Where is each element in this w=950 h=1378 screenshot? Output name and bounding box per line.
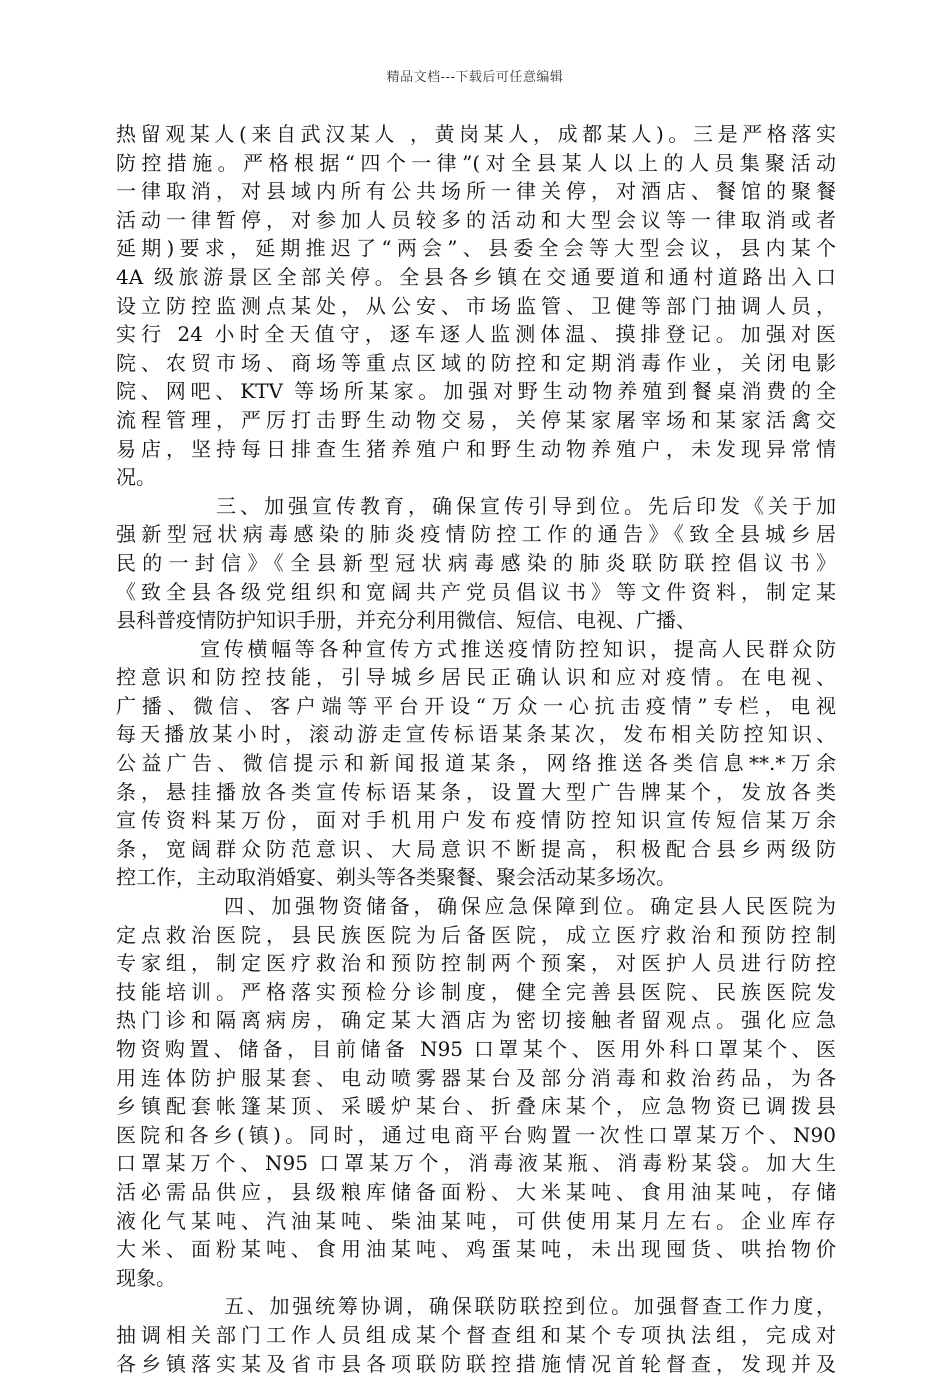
paragraph-3 — [116, 635, 836, 892]
text-line: 液化气某吨、汽油某吨、柴油某吨，可供使用某月左右。企业库存 — [116, 1208, 836, 1233]
text-line: 大米、面粉某吨、食用油某吨、鸡蛋某吨，未出现囤货、哄抬物价 — [116, 1237, 836, 1262]
text-line: 各乡镇落实某及省市县各项联防联控措施情况首轮督查，发现并及 — [116, 1351, 836, 1376]
text-line: 广播、微信、客户端等平台开设“万众一心抗击疫情”专栏，电视 — [116, 693, 836, 718]
text-line: 宣传横幅等各种宣传方式推送疫情防控知识，提高人民群众防 — [200, 636, 836, 661]
text-line: 活动一律暂停，对参加人员较多的活动和大型会议等一律取消或者 — [116, 207, 836, 232]
text-line: 公益广告、微信提示和新闻报道某条，网络推送各类信息**.*万余 — [116, 751, 836, 776]
text-line: 设立防控监测点某处，从公安、市场监管、卫健等部门抽调人员， — [116, 293, 836, 318]
text-line: 物资购置、储备，目前储备 N95 口罩某个、医用外科口罩某个、医 — [116, 1037, 836, 1061]
text-line: 五、加强统筹协调，确保联防联控到位。加强督查工作力度， — [224, 1294, 836, 1319]
text-line: 用连体防护服某套、电动喷雾器某台及部分消毒和救治药品，为各 — [116, 1065, 836, 1090]
text-line: 院、网吧、KTV 等场所某家。加强对野生动物养殖到餐桌消费的全 — [116, 379, 836, 404]
text-line: 易店，坚持每日排查生猪养殖户和野生动物养殖户，未发现异常情 — [116, 436, 836, 461]
paragraph-1 — [116, 120, 836, 492]
text-line: 县科普疫情防护知识手册，并充分利用微信、短信、电视、广播、 — [116, 608, 696, 633]
text-line: 热留观某人(来自武汉某人 ，黄岗某人，成都某人)。三是严格落实 — [116, 122, 836, 146]
text-line: 定点救治医院，县民族医院为后备医院，成立医疗救治和预防控制 — [116, 922, 836, 947]
text-line: 延期)要求，延期推迟了“两会”、县委全会等大型会议，县内某个 — [116, 236, 836, 261]
text-line: 专家组，制定医疗救治和预防控制两个预案，对医护人员进行防控 — [116, 951, 836, 976]
text-line: 抽调相关部门工作人员组成某个督查组和某个专项执法组，完成对 — [116, 1322, 836, 1347]
text-line: 控工作，主动取消婚宴、剃头等各类聚餐、聚会活动某多场次。 — [116, 865, 676, 890]
page-header: 精品文档---下载后可任意编辑 — [386, 70, 564, 85]
text-line: 条，宽阔群众防范意识、大局意识不断提高，积极配合县乡两级防 — [116, 836, 836, 861]
text-line: 控意识和防控技能，引导城乡居民正确认识和应对疫情。在电视、 — [116, 665, 836, 690]
text-line: 三、加强宣传教育，确保宣传引导到位。先后印发《关于加 — [216, 493, 836, 518]
text-line: 《致全县各级党组织和宽阔共产党员倡议书》等文件资料，制定某 — [116, 579, 836, 604]
text-line: 民的一封信》《全县新型冠状病毒感染的肺炎联防联控倡议书》 — [116, 550, 836, 575]
text-line: 宣传资料某万份，面对手机用户发布疫情防控知识宣传短信某万余 — [116, 808, 836, 833]
text-line: 活必需品供应，县级粮库储备面粉、大米某吨、食用油某吨，存储 — [116, 1179, 836, 1204]
text-line: 口罩某万个、N95 口罩某万个，消毒液某瓶、消毒粉某袋。加大生 — [116, 1151, 836, 1176]
text-line: 实行 24 小时全天值守，逐车逐人监测体温、摸排登记。加强对医 — [116, 322, 836, 347]
text-line: 现象。 — [116, 1265, 176, 1290]
text-line: 强新型冠状病毒感染的肺炎疫情防控工作的通告》《致全县城乡居 — [116, 522, 836, 547]
text-line: 院、农贸市场、商场等重点区域的防控和定期消毒作业，关闭电影 — [116, 350, 836, 375]
text-line: 况。 — [116, 465, 156, 490]
text-line: 条，悬挂播放各类宣传标语某条，设置大型广告牌某个，发放各类 — [116, 779, 836, 804]
text-line: 热门诊和隔离病房，确定某大酒店为密切接触者留观点。强化应急 — [116, 1008, 836, 1033]
paragraph-4 — [116, 892, 836, 1292]
paragraph-5 — [116, 1292, 836, 1378]
text-line: 一律取消，对县域内所有公共场所一律关停，对酒店、餐馆的聚餐 — [116, 179, 836, 204]
document-body — [116, 120, 836, 1378]
text-line: 医院和各乡(镇)。同时，通过电商平台购置一次性口罩某万个、N90 — [116, 1122, 836, 1147]
paragraph-2 — [116, 492, 836, 635]
text-line: 每天播放某小时，滚动游走宣传标语某条某次，发布相关防控知识、 — [116, 722, 836, 747]
text-line: 乡镇配套帐篷某顶、采暖炉某台、折叠床某个，应急物资已调拨县 — [116, 1094, 836, 1119]
text-line: 四、加强物资储备，确保应急保障到位。确定县人民医院为 — [224, 894, 836, 919]
text-line: 4A 级旅游景区全部关停。全县各乡镇在交通要道和通村道路出入口 — [116, 264, 836, 289]
text-line: 技能培训。严格落实预检分诊制度，健全完善县医院、民族医院发 — [116, 979, 836, 1004]
text-line: 流程管理，严厉打击野生动物交易，关停某家屠宰场和某家活禽交 — [116, 407, 836, 432]
text-line: 防控措施。严格根据“四个一律”(对全县某人以上的人员集聚活动 — [116, 150, 836, 175]
